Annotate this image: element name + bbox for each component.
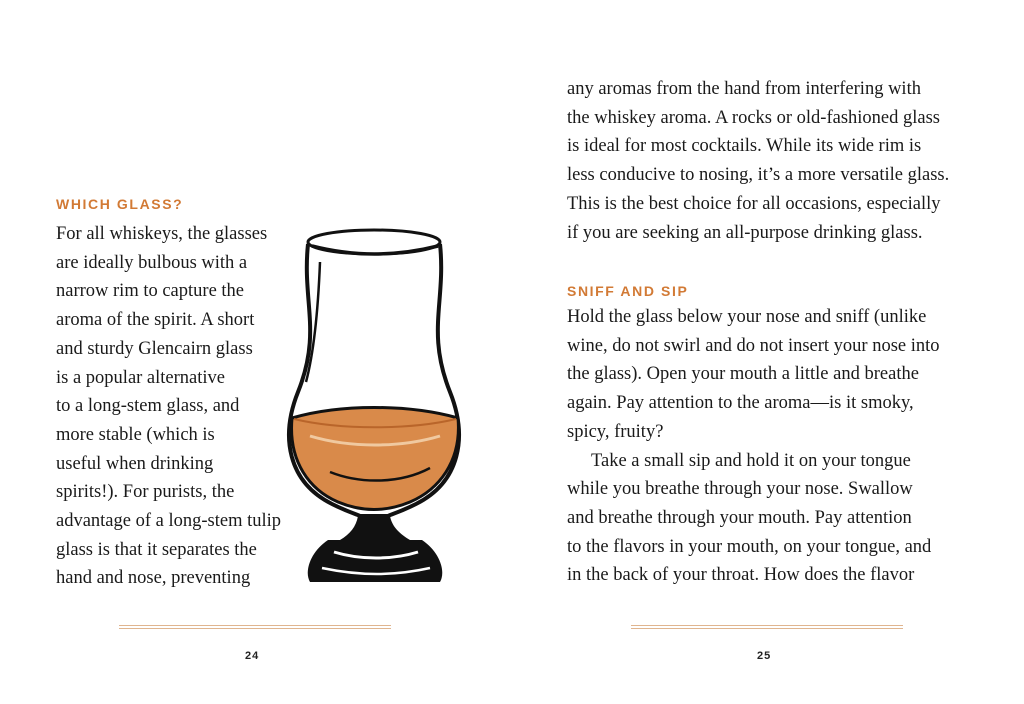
footer-rule [631,625,903,629]
text-line: spirits!). For purists, the [56,482,235,503]
text-line: spicy, fruity? [567,421,664,442]
text-line: while you breathe through your nose. Swallow [567,479,913,500]
page-number: 25 [757,650,772,662]
text-line: are ideally bulbous with a [56,252,248,273]
right-page [512,0,1024,704]
section-heading-sniff-and-sip: SNIFF AND SIP [567,283,689,299]
text-line: This is the best choice for all occasions, especially [567,193,941,214]
text-line: wine, do not swirl and do not insert your nose into [567,335,940,356]
footer-rule [119,625,391,629]
text-line: more stable (which is [56,424,215,445]
text-line: narrow rim to capture the [56,281,245,302]
text-line: advantage of a long-stem tulip [56,511,282,532]
page-number: 24 [245,650,260,662]
body-text-right-top [567,75,949,247]
text-line: in the back of your throat. How does the flavor [567,565,915,586]
body-text-right-bottom [567,303,940,590]
text-line: and sturdy Glencairn glass [56,338,253,359]
text-line: hand and nose, preventing [56,568,251,589]
text-line: useful when drinking [56,453,214,474]
glencairn-glass-icon [270,222,480,592]
text-line: and breathe through your mouth. Pay attention [567,507,912,528]
text-line: less conducive to nosing, it’s a more versatile glass. [567,165,950,186]
text-line: glass is that it separates the [56,539,257,560]
text-line: any aromas from the hand from interfering with [567,79,921,99]
text-line: the glass). Open your mouth a little and breathe [567,364,919,385]
text-line: is ideal for most cocktails. While its wide rim is [567,136,922,157]
body-text-left [56,220,281,593]
text-line: aroma of the spirit. A short [56,310,255,331]
text-line: to a long-stem glass, and [56,396,240,417]
text-line: is a popular alternative [56,367,226,388]
text-line: if you are seeking an all-purpose drinking glass. [567,222,923,243]
section-heading-which-glass: WHICH GLASS? [56,196,184,212]
text-line: to the flavors in your mouth, on your tongue, and [567,536,932,557]
text-line: again. Pay attention to the aroma—is it smoky, [567,393,914,414]
text-line: Hold the glass below your nose and sniff (unlike [567,307,927,327]
text-line: For all whiskeys, the glasses [56,224,268,244]
text-line: Take a small sip and hold it on your tongue [591,450,911,471]
text-line: the whiskey aroma. A rocks or old-fashioned glass [567,107,941,128]
